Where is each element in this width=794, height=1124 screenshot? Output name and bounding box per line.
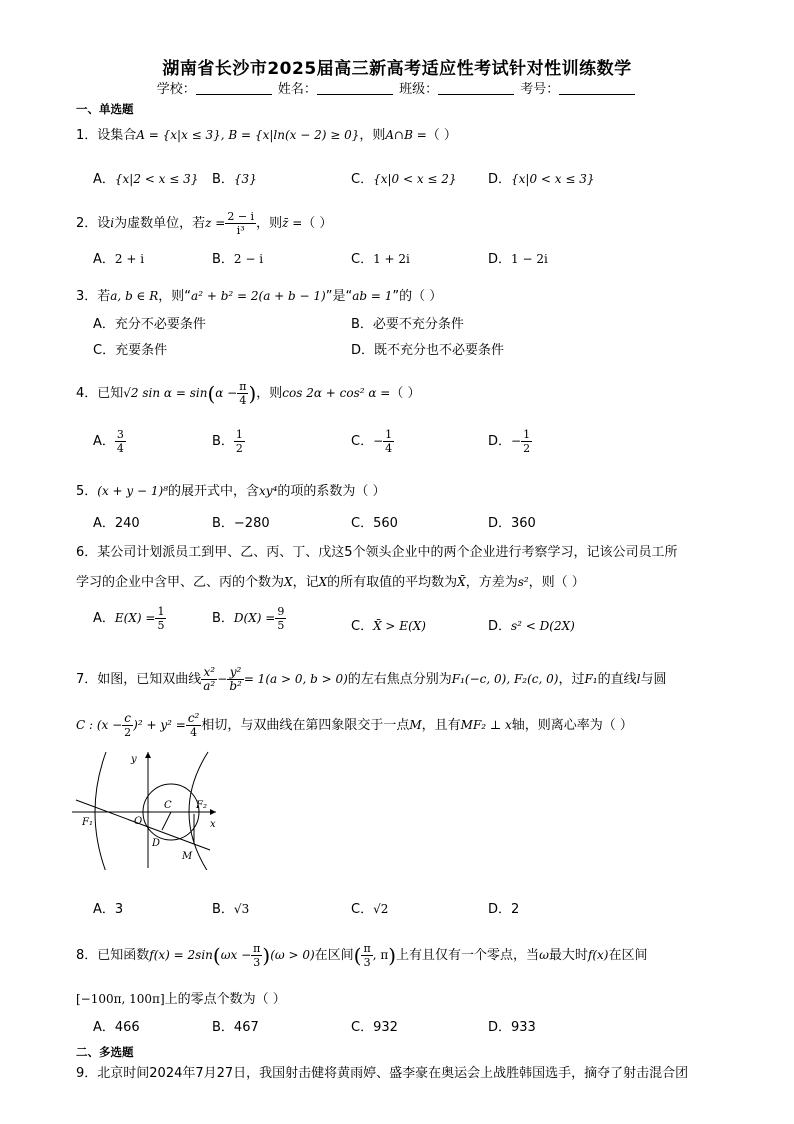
section-multi-choice: 二、多选题 [76, 1045, 134, 1059]
option-letter: D． [488, 172, 512, 187]
q5-option-b[interactable]: B．−280 [212, 516, 270, 531]
q2-mid1: 为虚数单位，若 [114, 216, 206, 231]
option-letter: C． [351, 252, 374, 267]
q6-option-c[interactable] [351, 615, 426, 634]
option-letter: B． [212, 611, 234, 626]
option-sign: − [373, 434, 384, 448]
question-9-line-1: 9．北京时间2024年7月27日，我国射击健将黄雨婷、盛李豪在奥运会上战胜韩国选手，摘夺了射击混合团 [76, 1066, 689, 1081]
q7-hyperbola-diagram [70, 748, 220, 870]
q1-option-a[interactable] [93, 168, 198, 187]
q5-option-a[interactable]: A．240 [93, 516, 140, 531]
q4-option-a[interactable] [93, 428, 126, 455]
option-fraction [155, 605, 166, 632]
q1-mid: ，则 [359, 128, 386, 143]
q4-right-paren: ) [248, 381, 257, 406]
denominator: 5 [277, 619, 285, 632]
q6-X-2: X [318, 575, 328, 589]
q8-suffix: 上的零点个数为（ ） [164, 992, 286, 1007]
q1-suffix: （ ） [426, 128, 457, 143]
question-3 [76, 285, 442, 304]
q8-interval-pi-over-3 [361, 942, 372, 969]
q6-text-a: 学习的企业中含甲、乙、丙的个数为 [76, 575, 285, 590]
option-letter: D． [488, 434, 512, 449]
option-value: 1 + 2i [373, 252, 410, 266]
q8-option-b[interactable]: B．467 [212, 1020, 259, 1035]
numerator: π [363, 942, 371, 955]
school-blank [196, 82, 272, 95]
q7-text-c: 轴，则离心率为（ ） [511, 718, 633, 733]
denominator: 2 [235, 442, 243, 455]
option-letter: B． [212, 434, 234, 449]
q4-pi: π [239, 380, 247, 393]
q3-mid1: ，则“ [158, 289, 192, 304]
question-4 [76, 380, 420, 407]
q4-option-b[interactable] [212, 428, 245, 455]
q7-option-c[interactable] [351, 898, 388, 917]
name-blank [317, 82, 393, 95]
option-value: X̄ > E(X) [373, 619, 426, 633]
option-fraction [383, 428, 394, 455]
q3-option-a[interactable]: A．充分不必要条件 [93, 317, 206, 332]
numerator: 9 [277, 605, 285, 618]
q8-fx: f(x) [587, 948, 609, 962]
q7-frac-c2 [122, 712, 133, 739]
q7-F1: F₁ [584, 672, 598, 686]
q3-option-c[interactable]: C．充要条件 [93, 343, 168, 358]
q5-mid: 的展开式中，含 [168, 484, 260, 499]
option-letter: B． [212, 902, 234, 917]
q7-text-b: ，且有 [421, 718, 461, 733]
q7-frac-y [227, 666, 244, 693]
option-letter: D． [488, 619, 512, 634]
q4-suffix: （ ） [390, 386, 421, 401]
option-fraction [115, 428, 126, 455]
q7-circle-a: C : (x − [76, 718, 123, 732]
denominator: 4 [190, 726, 198, 739]
q2-prefix: 2．设 [76, 216, 111, 231]
q4-expression: cos 2α + cos² α = [282, 386, 391, 400]
q2-numerator: 2 − i [227, 210, 255, 223]
q8-interval-b: , π [372, 948, 389, 962]
option-lhs: E(X) = [114, 611, 156, 625]
q8-f-def-a: f(x) = 2sin [149, 948, 213, 962]
q4-pi-over-4 [237, 380, 248, 407]
option-sign: − [511, 434, 522, 448]
q7-M: M [409, 718, 422, 732]
label-O: O [134, 816, 143, 827]
question-1 [76, 124, 457, 143]
q1-set-definition: A = {x|x ≤ 3}, B = {x|ln(x − 2) ≥ 0} [136, 128, 360, 142]
numerator: y² [227, 666, 244, 680]
q8-prefix: 8．已知函数 [76, 948, 150, 963]
q3-mid2: ”是“ [325, 289, 353, 304]
q8-mid1: 在区间 [314, 948, 354, 963]
q3-option-b[interactable]: B．必要不充分条件 [351, 317, 464, 332]
question-6-line-1: 6．某公司计划派员工到甲、乙、丙、丁、戊这5个领头企业中的两个企业进行考察学习，记该公司员工所 [76, 545, 678, 560]
option-value: {3} [233, 172, 257, 186]
q4-option-c[interactable] [351, 428, 394, 455]
q7-l: l [636, 672, 641, 686]
q2-option-c[interactable] [351, 248, 410, 267]
option-value: {x|0 < x ≤ 3} [511, 172, 595, 186]
option-value: {x|2 < x ≤ 3} [114, 172, 199, 186]
q1-prefix: 1．设集合 [76, 128, 137, 143]
q1-option-c[interactable] [351, 168, 457, 187]
q5-prefix: 5． [76, 484, 98, 499]
q7-mid3: 的直线 [597, 672, 637, 687]
q8-interval-right-paren: ) [388, 943, 397, 968]
option-letter: C． [351, 172, 374, 187]
q2-zbar: z̄ = [282, 216, 303, 230]
option-letter: A． [93, 434, 115, 449]
q1-option-d[interactable] [488, 168, 595, 187]
q8-right-paren: ) [262, 943, 271, 968]
q6-text-e: ，则（ ） [528, 575, 585, 590]
option-letter: B． [212, 252, 234, 267]
denominator: 2 [523, 442, 531, 455]
q8-option-a[interactable]: A．466 [93, 1020, 140, 1035]
q8-omega: ω [539, 948, 549, 962]
denominator: 3 [253, 956, 261, 969]
q2-denominator: i³ [236, 224, 245, 237]
option-value: 1 − 2i [511, 252, 548, 266]
denominator: a² [203, 679, 216, 693]
q1-expression: A∩B = [385, 128, 427, 142]
q8-mid2: 上有且仅有一个零点，当 [396, 948, 540, 963]
q2-option-b[interactable] [212, 248, 263, 267]
q2-option-a[interactable] [93, 248, 144, 267]
option-letter: A． [93, 172, 115, 187]
question-7-line-2 [76, 712, 633, 739]
numerator: x² [201, 666, 217, 680]
q6-option-d[interactable] [488, 615, 575, 634]
numerator: 3 [116, 428, 124, 441]
option-value: √2 [373, 902, 389, 916]
q7-circle-b: )² + y² = [133, 718, 186, 732]
q3-equation-2: ab = 1 [352, 289, 393, 303]
q6-Xbar: X̄ [457, 575, 466, 589]
label-F1: F₁ [82, 817, 93, 828]
q8-option-d[interactable]: D．933 [488, 1020, 536, 1035]
question-6-line-2 [76, 571, 585, 590]
label-M: M [182, 851, 193, 862]
q7-prefix: 7．如图，已知双曲线 [76, 672, 202, 687]
y-axis-arrow [145, 752, 151, 758]
q7-option-b[interactable] [212, 898, 249, 917]
exam-no-label: 考号： [520, 82, 560, 97]
class-blank [438, 82, 514, 95]
numerator: 1 [157, 605, 165, 618]
option-letter: B． [212, 172, 234, 187]
denominator: b² [229, 679, 242, 693]
q7-foci: F₁(−c, 0), F₂(c, 0) [451, 672, 559, 686]
q4-left-paren: ( [207, 381, 216, 406]
class-label: 班级： [399, 82, 439, 97]
q7-option-a[interactable]: A．3 [93, 902, 124, 917]
name-label: 姓名： [277, 82, 317, 97]
q4-prefix: 4．已知 [76, 386, 124, 401]
numerator: c² [187, 711, 200, 725]
option-letter: A． [93, 611, 115, 626]
q6-option-a[interactable] [93, 605, 166, 632]
q5-expression: (x + y − 1)⁸ [97, 484, 169, 498]
q7-option-d[interactable]: D．2 [488, 902, 520, 917]
q8-f-def-b: ωx − [220, 948, 252, 962]
q7-text-a: 相切，与双曲线在第四象限交于一点 [201, 718, 410, 733]
q6-text-b: ，记 [292, 575, 319, 590]
q6-text-c: 的所有取值的平均数为 [327, 575, 458, 590]
q8-option-c[interactable]: C．932 [351, 1020, 398, 1035]
label-x: x [210, 819, 216, 830]
q5-term: xy⁴ [259, 484, 278, 498]
student-info-line [0, 78, 794, 97]
q4-eq-lhs: √2 sin α = sin [123, 386, 208, 400]
option-fraction [275, 605, 286, 632]
option-value: 2 − i [233, 252, 264, 266]
q6-option-b[interactable] [212, 605, 286, 632]
option-value: 2 + i [114, 252, 145, 266]
q3-prefix: 3．若 [76, 289, 111, 304]
q8-pi-over-3 [251, 942, 262, 969]
q4-mid: ，则 [256, 386, 283, 401]
q6-X: X [284, 575, 293, 589]
denominator: 4 [116, 442, 124, 455]
question-8-line-2 [76, 988, 286, 1007]
option-value: √3 [233, 902, 250, 916]
q3-equation-1: a² + b² = 2(a + b − 1) [191, 289, 326, 303]
q6-text-d: ，方差为 [465, 575, 518, 590]
label-y: y [131, 754, 137, 765]
q2-z-lhs: z = [205, 216, 226, 230]
school-label: 学校： [156, 82, 196, 97]
q7-eq-rest: = 1(a > 0, b > 0) [243, 672, 348, 686]
x-axis-arrow [210, 809, 216, 815]
q8-f-def-c: (ω > 0) [270, 948, 315, 962]
q7-mid2: ，过 [558, 672, 585, 687]
option-letter: D． [488, 252, 512, 267]
q8-left-paren: ( [212, 943, 221, 968]
q2-fraction [225, 210, 256, 237]
q1-option-b[interactable] [212, 168, 257, 187]
q7-perp: MF₂ ⊥ x [460, 718, 512, 732]
q2-option-d[interactable] [488, 248, 548, 267]
q4-four: 4 [239, 394, 247, 407]
exam-no-blank [559, 82, 635, 95]
option-letter: A． [93, 252, 115, 267]
option-fraction [234, 428, 245, 455]
q2-i: i [110, 216, 115, 230]
question-8-line-1 [76, 942, 647, 969]
q8-mid4: 在区间 [608, 948, 648, 963]
q8-interval-left-paren: ( [353, 943, 362, 968]
q7-frac-x [201, 666, 217, 693]
option-fraction [521, 428, 532, 455]
option-letter: C． [351, 434, 374, 449]
label-F2: F₂ [196, 800, 207, 811]
page-title: 湖南省长沙市2025届高三新高考适应性考试针对性训练数学 [162, 59, 632, 79]
q8-interval2: [−100π, 100π] [76, 992, 165, 1006]
option-letter: C． [351, 619, 374, 634]
denominator: 2 [124, 726, 132, 739]
question-5 [76, 480, 386, 499]
q3-suffix: ”的（ ） [392, 289, 443, 304]
q3-condition: a, b ∈ R [110, 289, 159, 303]
q5-option-d[interactable]: D．360 [488, 516, 536, 531]
denominator: 5 [157, 619, 165, 632]
q4-option-d[interactable] [488, 428, 532, 455]
q3-option-d[interactable]: D．既不充分也不必要条件 [351, 343, 505, 358]
q7-mid1: 的左右焦点分别为 [347, 672, 452, 687]
numerator: 1 [385, 428, 393, 441]
q7-minus: − [217, 672, 228, 686]
segment-CD [162, 812, 171, 830]
q4-eq-arg: α − [215, 386, 238, 400]
q2-mid2: ，则 [256, 216, 283, 231]
denominator: 4 [385, 442, 393, 455]
label-D: D [152, 838, 161, 849]
q5-option-c[interactable]: C．560 [351, 516, 398, 531]
question-7-line-1 [76, 666, 666, 693]
q7-mid4: 与圆 [640, 672, 667, 687]
q6-s2: s² [517, 575, 529, 589]
option-letter: C． [351, 902, 374, 917]
option-lhs: D(X) = [233, 611, 276, 625]
q7-frac-c2-4 [186, 712, 202, 739]
section-single-choice: 一、单选题 [76, 102, 134, 116]
numerator: c [122, 712, 133, 726]
q2-suffix: （ ） [302, 216, 333, 231]
denominator: 3 [363, 956, 371, 969]
label-C: C [164, 800, 172, 811]
numerator: π [253, 942, 261, 955]
q8-mid3: 最大时 [548, 948, 588, 963]
option-value: {x|0 < x ≤ 2} [373, 172, 457, 186]
q5-suffix: 的项的系数为（ ） [277, 484, 386, 499]
option-value: s² < D(2X) [511, 619, 575, 633]
numerator: 1 [235, 428, 243, 441]
question-2 [76, 210, 332, 237]
numerator: 1 [523, 428, 531, 441]
